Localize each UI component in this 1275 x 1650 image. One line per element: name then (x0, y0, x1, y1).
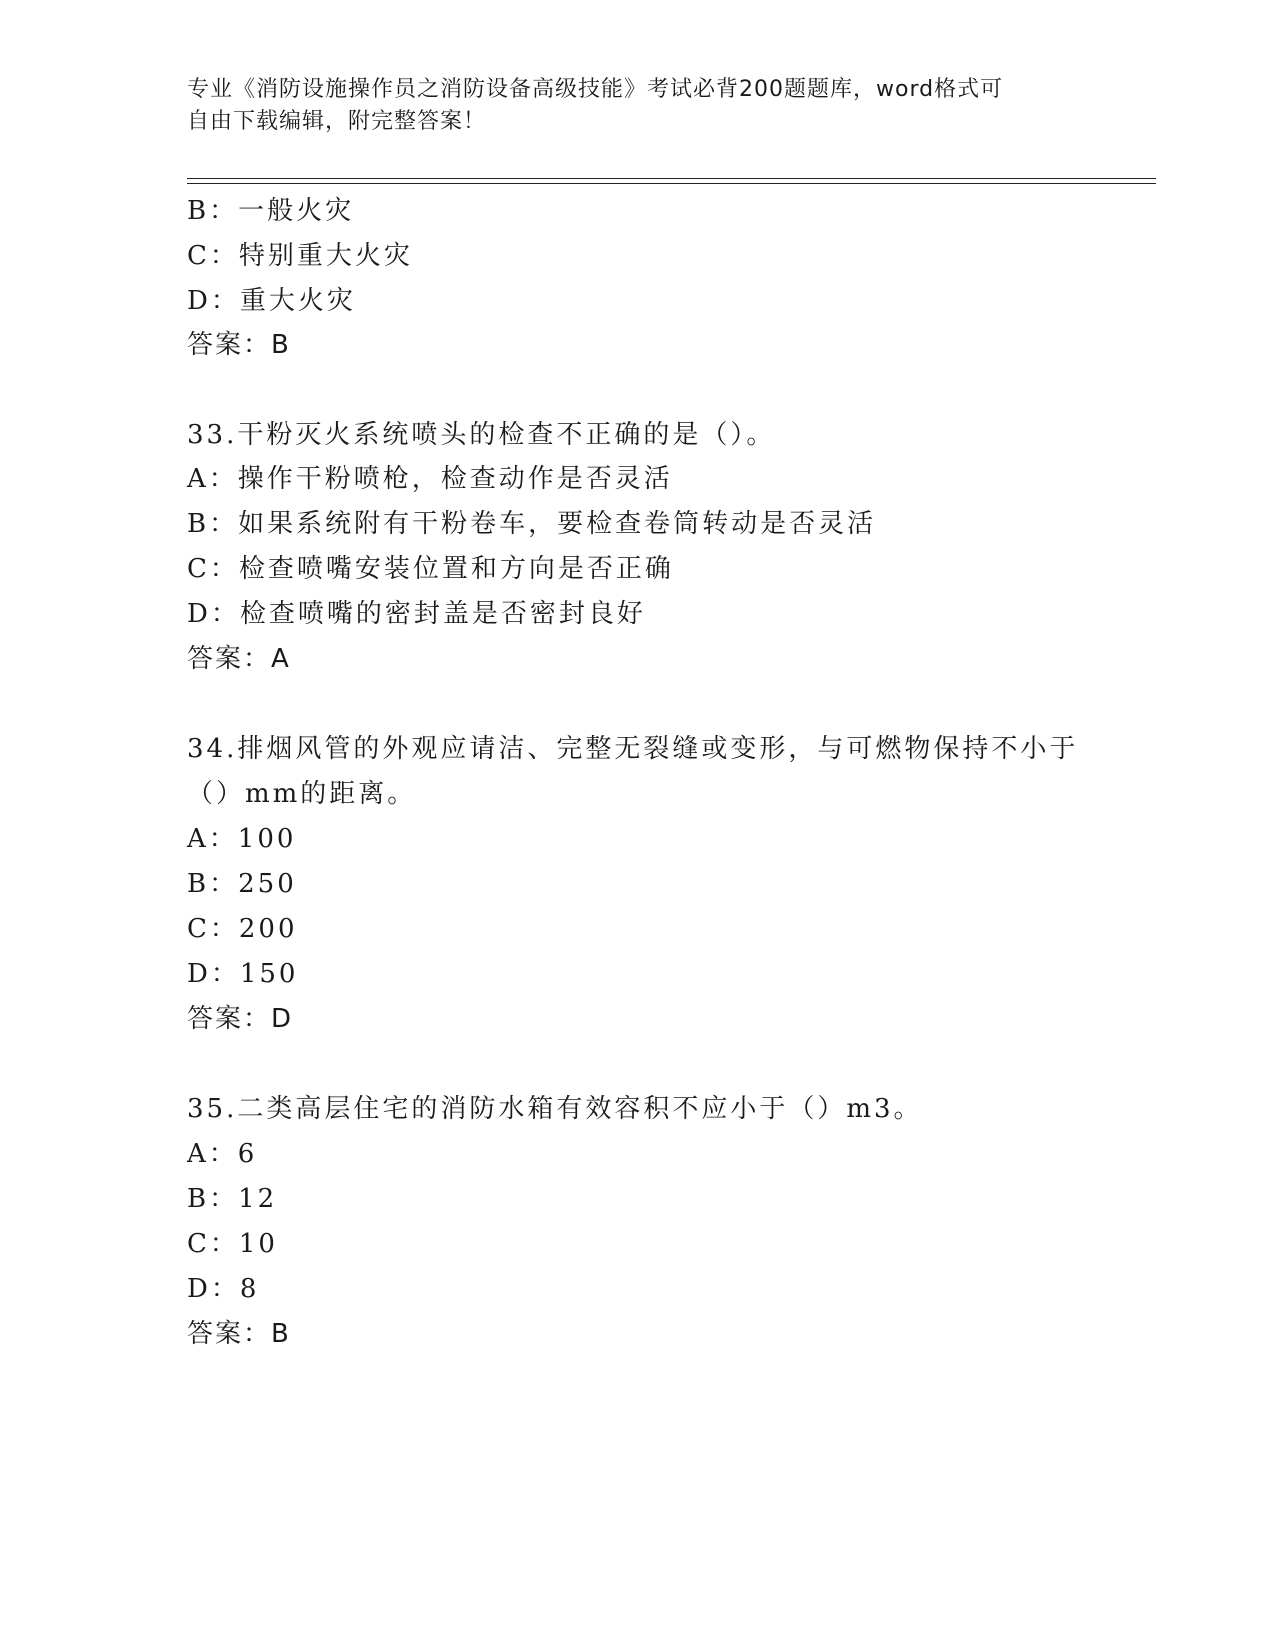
question-35-answer: 答案：B (187, 1319, 291, 1349)
question-34-option-a: A：100 (187, 824, 297, 854)
header-line-1: 专业《消防设施操作员之消防设备高级技能》考试必背200题题库，word格式可 (187, 77, 1004, 102)
header-rule-top (187, 178, 1156, 179)
question-34-option-b: B：250 (187, 869, 297, 899)
question-35-option-b: B：12 (187, 1184, 278, 1214)
question-34-stem-line-2: （）mm的距离。 (187, 779, 417, 809)
question-35-stem: 35.二类高层住宅的消防水箱有效容积不应小于（）m3。 (187, 1094, 923, 1124)
question-34-option-d: D：150 (187, 959, 299, 989)
question-33-option-c: C：检查喷嘴安装位置和方向是否正确 (187, 554, 674, 584)
document-header (187, 74, 1087, 138)
question-34-stem-line-1: 34.排烟风管的外观应请洁、完整无裂缝或变形，与可燃物保持不小于 (187, 734, 1079, 764)
option-b: B：一般火灾 (187, 196, 355, 226)
question-33-option-a: A：操作干粉喷枪，检查动作是否灵活 (187, 464, 673, 494)
question-33-stem: 33.干粉灭火系统喷头的检查不正确的是（）。 (187, 420, 776, 450)
question-33-answer: 答案：A (187, 644, 291, 674)
question-35-option-d: D：8 (187, 1274, 260, 1304)
question-35-option-a: A：6 (187, 1139, 258, 1169)
header-line-2: 自由下载编辑，附完整答案！ (187, 109, 487, 134)
header-rule-bottom (187, 183, 1156, 184)
option-d: D：重大火灾 (187, 286, 356, 316)
question-33-option-d: D：检查喷嘴的密封盖是否密封良好 (187, 599, 646, 629)
option-c: C：特别重大火灾 (187, 241, 413, 271)
question-34-option-c: C：200 (187, 914, 298, 944)
question-34-answer: 答案：D (187, 1004, 294, 1034)
answer-line: 答案：B (187, 330, 291, 360)
question-33-option-b: B：如果系统附有干粉卷车，要检查卷筒转动是否灵活 (187, 509, 877, 539)
question-35-option-c: C：10 (187, 1229, 278, 1259)
